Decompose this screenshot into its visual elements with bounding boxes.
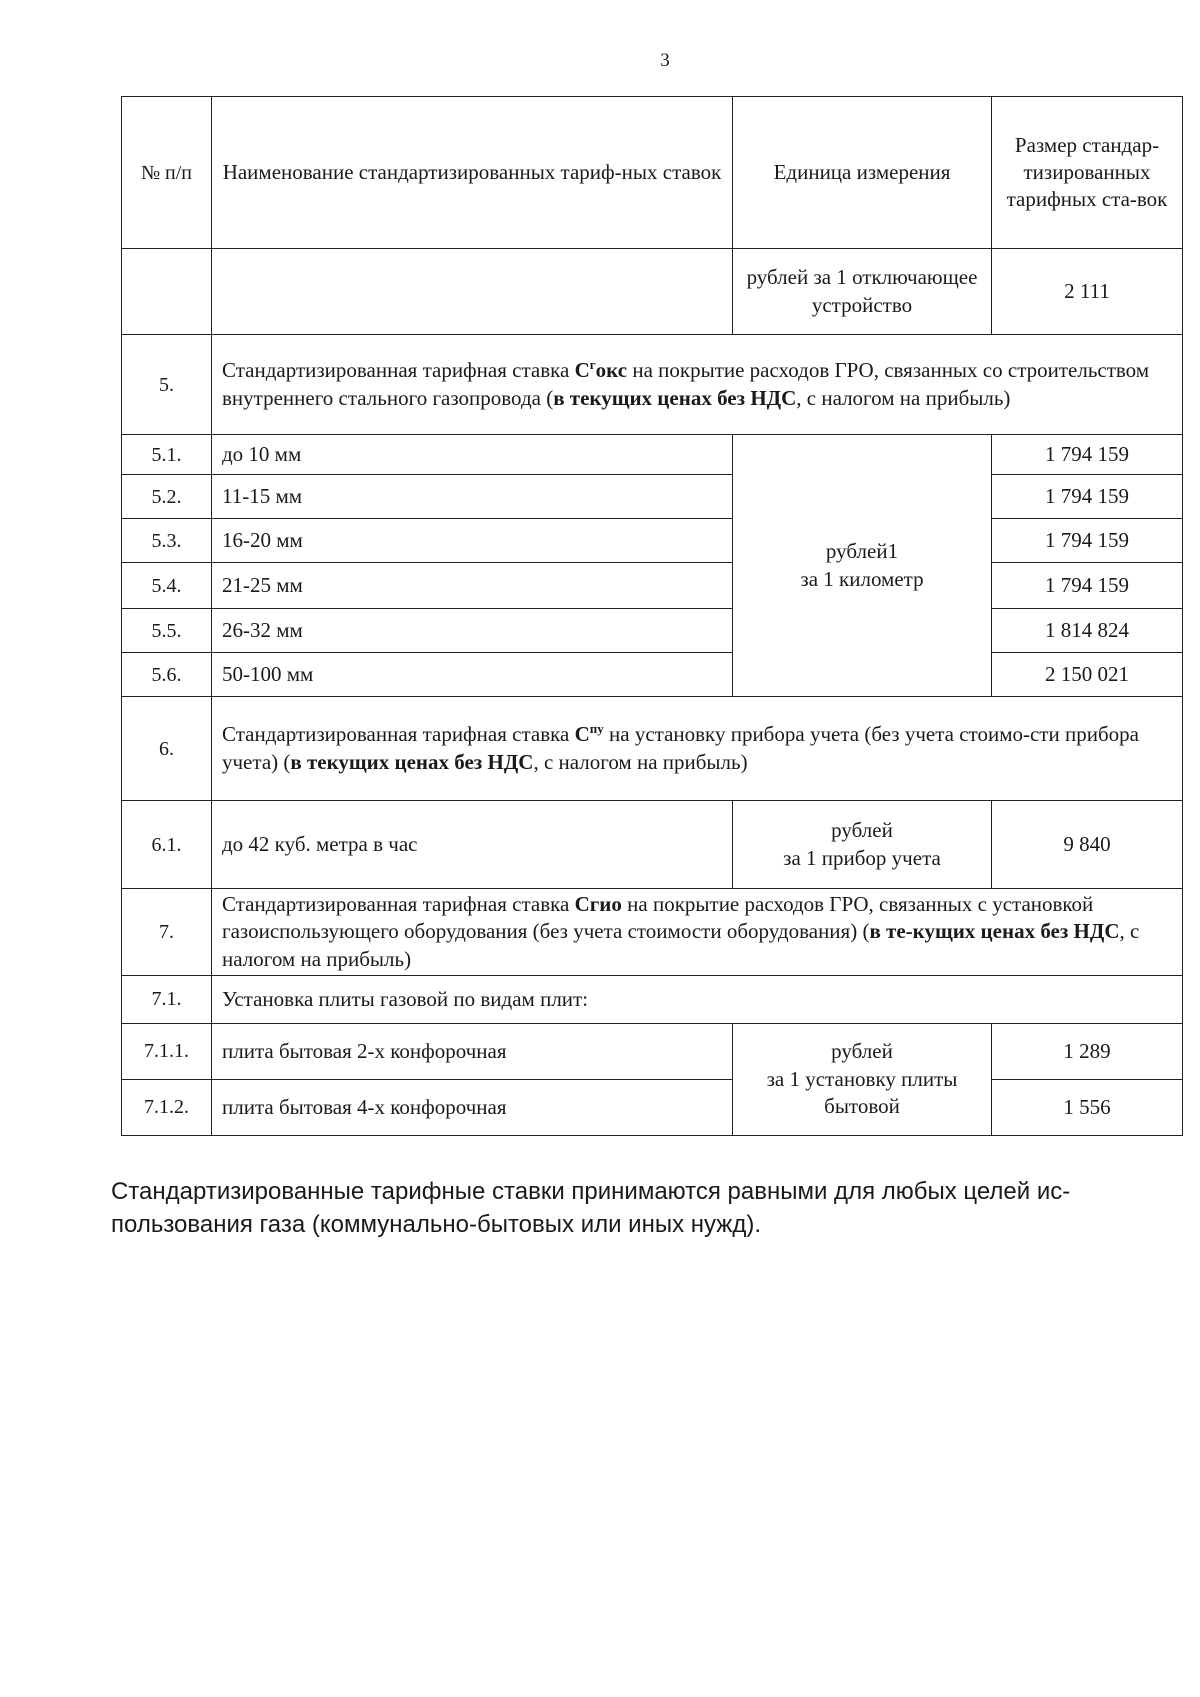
tariff-table [121, 96, 1183, 1136]
row-num: 5.2. [122, 475, 212, 519]
table-row [122, 475, 1183, 519]
row-value: 1 794 159 [992, 519, 1183, 563]
section-5-row [122, 335, 1183, 435]
row-name: плита бытовая 2-х конфорочная [212, 1023, 733, 1079]
row-value: 2 150 021 [992, 653, 1183, 697]
row-name: до 10 мм [212, 435, 733, 475]
row-name: до 42 куб. метра в час [212, 801, 733, 889]
section-5-title: Стандартизированная тарифная ставка $С^гокс$ на покрытие расходов ГРО, связанных со строительством внутреннего стального газопровода (в текущих ценах без НДС, с налогом на прибыль) [212, 335, 1183, 435]
table-row [122, 609, 1183, 653]
table-row-continued [122, 249, 1183, 335]
row-value: 9 840 [992, 801, 1183, 889]
table-row [122, 563, 1183, 609]
row-value: 2 111 [992, 249, 1183, 335]
row-num: 6.1. [122, 801, 212, 889]
row-unit: рублей за 1 прибор учета [733, 801, 992, 889]
table-row [122, 1079, 1183, 1135]
row-name: Установка плиты газовой по видам плит: [212, 975, 1183, 1023]
row-num: 5.3. [122, 519, 212, 563]
header-unit: Единица измерения [733, 97, 992, 249]
row-value: 1 556 [992, 1079, 1183, 1135]
row-name: 21-25 мм [212, 563, 733, 609]
table-row [122, 1023, 1183, 1079]
row-name: 16-20 мм [212, 519, 733, 563]
row-num: 7.1.1. [122, 1023, 212, 1079]
header-name: Наименование стандартизированных тариф-ных ставок [212, 97, 733, 249]
table-row [122, 519, 1183, 563]
row-value: 1 794 159 [992, 435, 1183, 475]
section-5-num: 5. [122, 335, 212, 435]
unit-per-stove: рублей за 1 установку плиты бытовой [733, 1023, 992, 1135]
row-name: 50-100 мм [212, 653, 733, 697]
table-row [122, 801, 1183, 889]
row-name: 11-15 мм [212, 475, 733, 519]
row-num: 5.1. [122, 435, 212, 475]
header-value: Размер стандар-тизированных тарифных ста-вок [992, 97, 1183, 249]
row-value: 1 289 [992, 1023, 1183, 1079]
row-name: плита бытовая 4-х конфорочная [212, 1079, 733, 1135]
section-7-num: 7. [122, 889, 212, 976]
section-7-row [122, 889, 1183, 976]
table-header-row [122, 97, 1183, 249]
footer-note: Стандартизированные тарифные ставки принимаются равными для любых целей ис-пользования газа (коммунально-бытовых или иных нужд). [111, 1178, 1071, 1239]
section-6-num: 6. [122, 697, 212, 801]
section-6-title: Стандартизированная тарифная ставка $С^{пу}$ на установку прибора учета (без учета стоимо-сти прибора учета) (в текущих ценах без НДС, с налогом на прибыль) [212, 697, 1183, 801]
section-7-title: Стандартизированная тарифная ставка Сгио на покрытие расходов ГРО, связанных с установкой газоиспользующего оборудования (без учета стоимости оборудования) (в те-кущих ценах без НДС, с налогом на прибыль) [212, 889, 1183, 976]
row-num [122, 249, 212, 335]
section-6-row [122, 697, 1183, 801]
row-num: 5.6. [122, 653, 212, 697]
unit-per-km: рублей1 за 1 километр [733, 435, 992, 697]
table-row [122, 653, 1183, 697]
row-name: 26-32 мм [212, 609, 733, 653]
header-num: № п/п [122, 97, 212, 249]
row-value: 1 814 824 [992, 609, 1183, 653]
page-number: 3 [660, 50, 670, 71]
row-name [212, 249, 733, 335]
row-value: 1 794 159 [992, 475, 1183, 519]
section-7-1-row [122, 975, 1183, 1023]
row-num: 5.4. [122, 563, 212, 609]
row-unit: рублей за 1 отключающее устройство [733, 249, 992, 335]
row-num: 7.1. [122, 975, 212, 1023]
row-value: 1 794 159 [992, 563, 1183, 609]
row-num: 5.5. [122, 609, 212, 653]
row-num: 7.1.2. [122, 1079, 212, 1135]
table-row [122, 435, 1183, 475]
